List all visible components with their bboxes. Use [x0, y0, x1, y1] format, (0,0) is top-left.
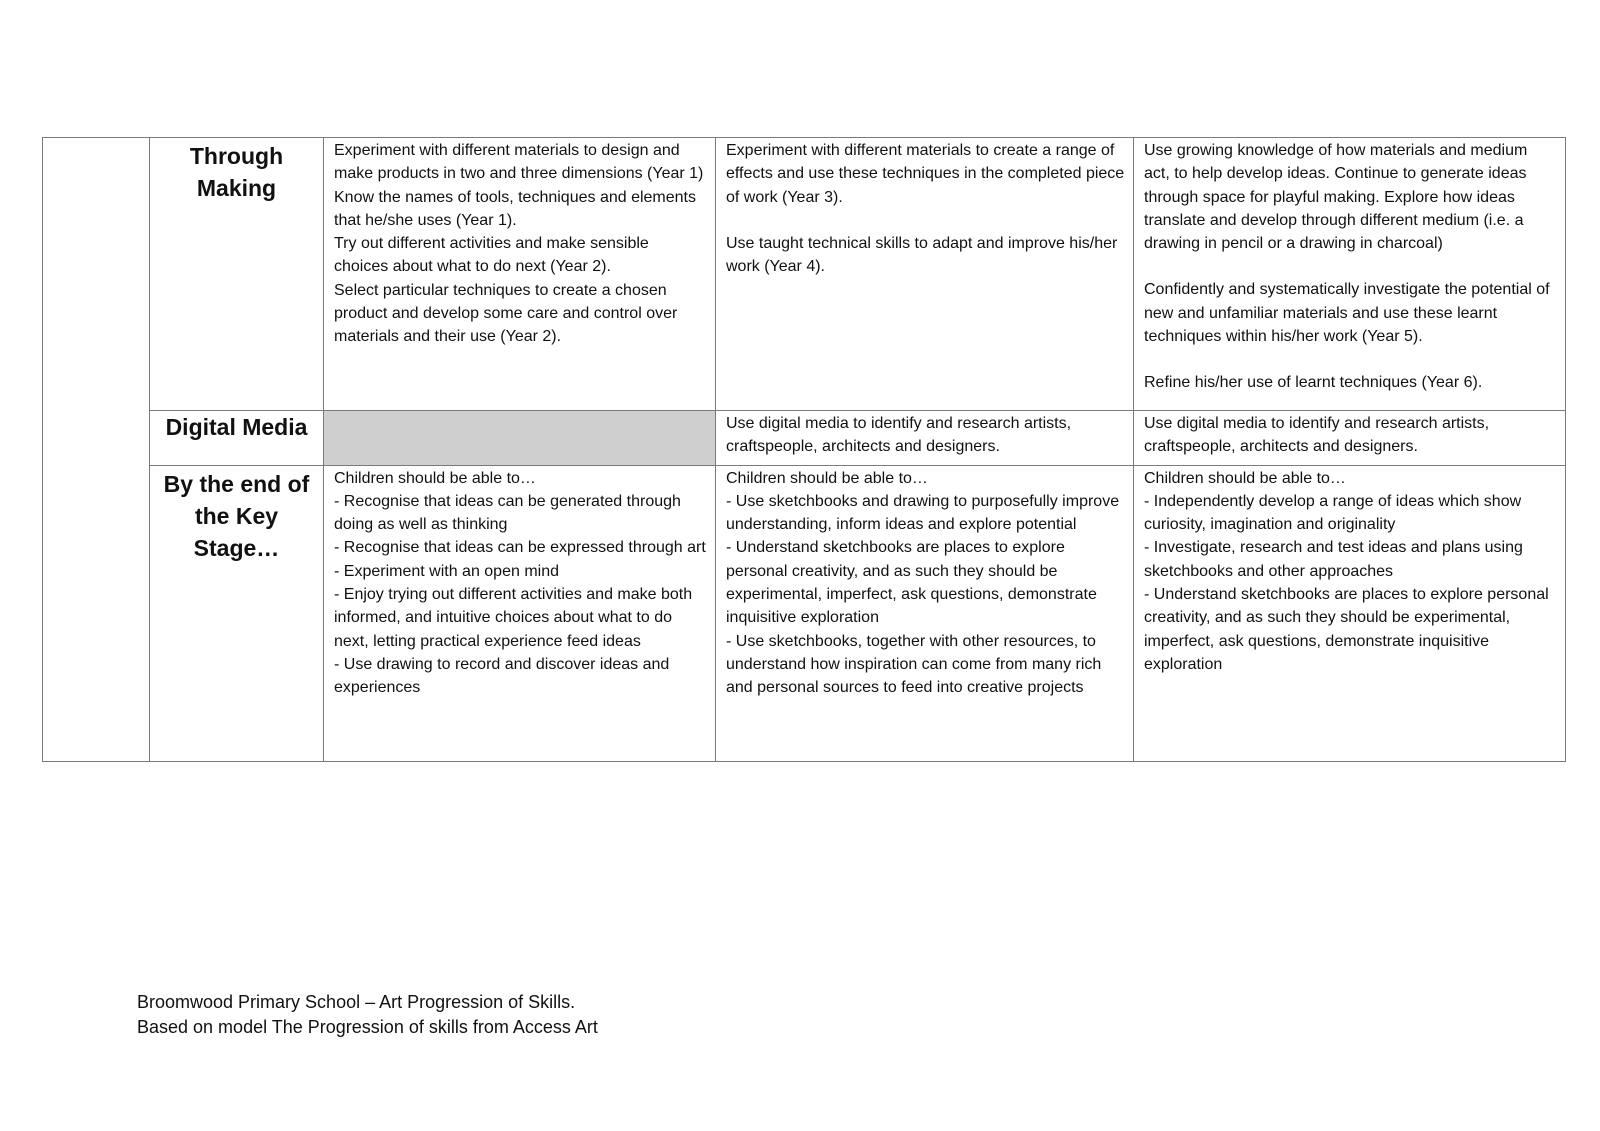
cell-paragraph: Experiment with different materials to create a range of effects and use these techniques in the completed piece of work (Year 3).: [726, 142, 1125, 206]
cell-paragraph: Children should be able to… - Recognise that ideas can be generated through doing as well as thinking - Recognise that ideas can be expressed through art - Experiment with an open mind - Enjoy trying out different activities and make both informed, and intuitive choices about what to do next, letting practical experience feed ideas - Use drawing to record and discover ideas and experiences: [334, 469, 706, 697]
row-heading-cell: [150, 465, 324, 761]
cell-paragraph: Use growing knowledge of how materials and medium act, to help develop ideas. Continue to generate ideas through space for playful making. Explore how ideas translate and develop through different medium (i.e. a drawing in pencil or a drawing in charcoal): [1144, 142, 1528, 253]
table-row: [43, 465, 1566, 761]
table-cell: [716, 465, 1134, 761]
shaded-empty-cell: [324, 411, 716, 466]
table-cell: [324, 138, 716, 411]
table-cell: [1134, 465, 1566, 761]
row-heading-cell: [150, 411, 324, 466]
table-row: [43, 411, 1566, 466]
cell-paragraph: Use digital media to identify and research artists, craftspeople, architects and designers.: [726, 415, 1072, 456]
skills-table: [42, 137, 1566, 762]
row-heading: By the end of the Key Stage…: [163, 470, 310, 561]
cell-paragraph: Children should be able to… - Independently develop a range of ideas which show curiosity, imagination and originality - Investigate, research and test ideas and plans using sketchbooks and other approaches - Understand sketchbooks are places to explore personal creativity, and as such they should be experimental, imperfect, ask questions, demonstrate inquisitive exploration: [1144, 469, 1549, 673]
cell-paragraph: Refine his/her use of learnt techniques (Year 6).: [1144, 374, 1483, 392]
footer-line-source: Based on model The Progression of skills from Access Art: [137, 1017, 598, 1037]
table-cell: [716, 411, 1134, 466]
table-cell: [716, 138, 1134, 411]
table-cell: [1134, 138, 1566, 411]
row-heading-cell: [150, 138, 324, 411]
cell-paragraph: Experiment with different materials to design and make products in two and three dimensions (Year 1) Know the names of tools, techniques and elements that he/she uses (Year 1). Try out different activities and make sensible choices about what to do next (Year 2). Select particular techniques to create a chosen product and develop some care and control over materials and their use (Year 2).: [334, 142, 704, 346]
row-heading: Digital Media: [165, 414, 308, 440]
table-cell: [1134, 411, 1566, 466]
table-cell: [324, 465, 716, 761]
cell-paragraph: Use taught technical skills to adapt and improve his/her work (Year 4).: [726, 234, 1118, 276]
table-row: [43, 138, 1566, 411]
cell-paragraph: Children should be able to… - Use sketchbooks and drawing to purposefully improve understanding, inform ideas and explore potential - Understand sketchbooks are places to explore personal creativity, and as such they should be experimental, imperfect, ask questions, demonstrate inquisitive exploration - Use sketchbooks, together with other resources, to understand how inspiration can come from many rich and personal sources to feed into creative projects: [726, 469, 1120, 697]
row-heading: Through Making: [189, 143, 284, 201]
cell-paragraph: Use digital media to identify and research artists, craftspeople, architects and designers.: [1144, 415, 1490, 456]
footer-line-school: Broomwood Primary School – Art Progression of Skills.: [137, 992, 576, 1012]
cell-paragraph: Confidently and systematically investigate the potential of new and unfamiliar materials and use these learnt techniques within his/her work (Year 5).: [1144, 281, 1550, 346]
blank-side-cell: [43, 138, 150, 762]
page-footer: [137, 990, 598, 1040]
